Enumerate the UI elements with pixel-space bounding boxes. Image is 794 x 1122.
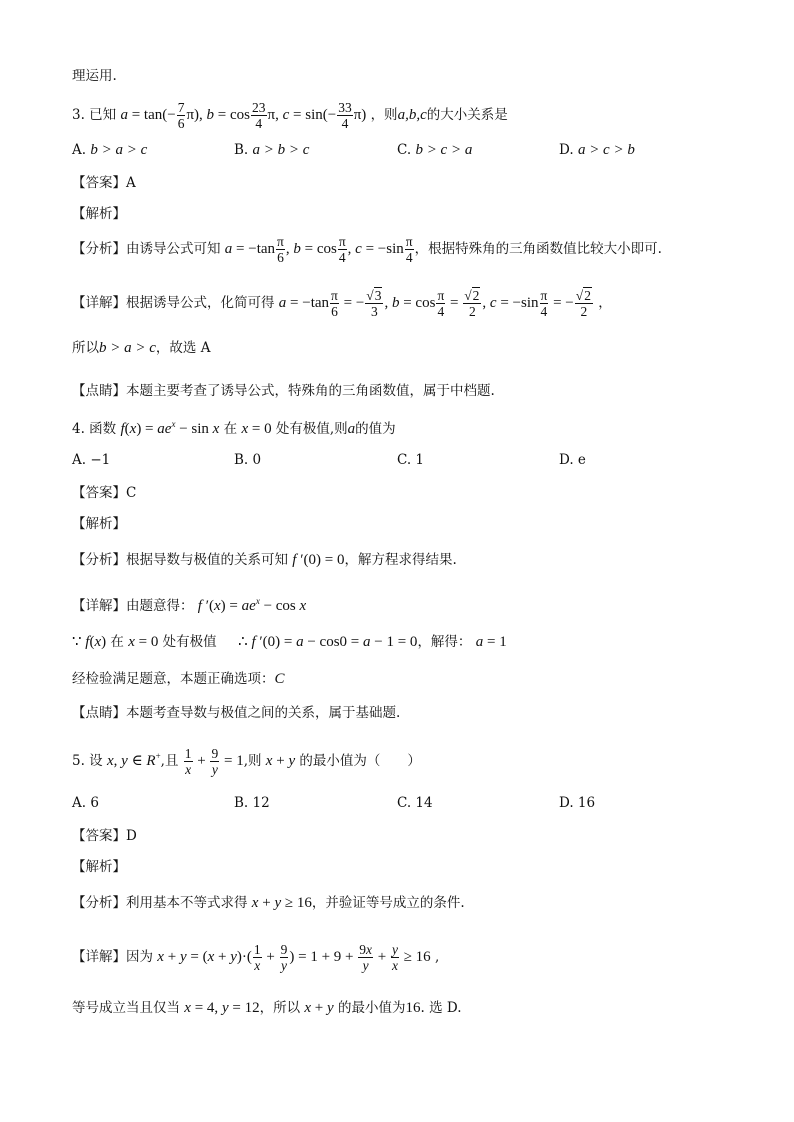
q3-option-d: D. a > c > b: [559, 142, 635, 158]
q5-option-a: A. 6: [72, 795, 99, 811]
q4-xiangjie: 【详解】由题意得： f $'(x) = ae^x - \cos x$: [72, 596, 307, 614]
q5-answer: 【答案】D: [72, 828, 137, 844]
q4-stem: 4. 函数 $f(x) = ae^x - \sin x$ 在 x = 0 处有极值,则a的值为: [72, 419, 396, 437]
q5-option-b: B. 12: [234, 795, 270, 811]
q5-option-d: D. 16: [559, 795, 596, 811]
q5-stem: 5. 设 x, y ∈ R+,且 $\frac{1}{x}$ + $\frac{9}{y}$ = 1,则 x + y 的最小值为（ ）: [72, 746, 421, 778]
q3-analysis-label: 【解析】: [72, 206, 126, 222]
q3-fenxi: 【分析】由诱导公式可知 a = −tan $\frac{\pi}{6}$ , b = cos $\frac{\pi}{4}$ , c = −sin $\frac{\pi}{4}$ ，根据特殊角的三角函数值比较大小即可.: [72, 234, 662, 265]
q3-option-a: A. b > a > c: [72, 142, 148, 158]
q3-xiangjie: 【详解】根据诱导公式，化简可得 a = −tan $\frac{\pi}{6}$ = − $\frac{√3}{3}$ , b = cos $\frac{\pi}{4}$ = $\frac{√2}{2}$ , c = −sin $\frac{\pi}{4}$ = − $\frac{√2}{2}$ ，: [72, 288, 612, 319]
q4-dianjing: 【点睛】本题考查导数与极值之间的关系，属于基础题.: [72, 705, 401, 721]
q5-xiangjie: 【详解】因为 x + y = (x + y)·( $\frac{1}{x}$ + $\frac{9}{y}$ ) = 1 + 9 + $\frac{9x}{y}$ + $\frac{y}{x}$ ≥ 16 ,: [72, 942, 440, 973]
q3-stem: 3. 已知 a = tan(− $\frac{7}{6}$ π), b = cos $\frac{23}{4}$ π, c = sin(− $\frac{33}{4}$ π) ，则a,b,c的大小关系是: [72, 100, 508, 131]
q4-option-a: A. −1: [72, 452, 111, 468]
q3-conclusion: 所以b > a > c，故选 A: [72, 340, 211, 356]
q4-answer: 【答案】C: [72, 485, 137, 501]
q3-option-b: B. a > b > c: [234, 142, 310, 158]
prev-tail-text: 理运用.: [72, 68, 117, 84]
q4-fenxi: 【分析】根据导数与极值的关系可知 f ′(0) = 0，解方程求得结果.: [72, 552, 457, 568]
q4-check: 经检验满足题意，本题正确选项：C: [72, 671, 285, 687]
q4-because: ∵ f(x) 在 x = 0 处有极值 ∴ f ′(0) = a − cos0 = a − 1 = 0，解得： a = 1: [72, 634, 507, 650]
q3-answer: 【答案】A: [72, 175, 136, 191]
q3-dianjing: 【点睛】本题主要考查了诱导公式，特殊角的三角函数值，属于中档题.: [72, 383, 495, 399]
q5-fenxi: 【分析】利用基本不等式求得 x + y ≥ 16，并验证等号成立的条件.: [72, 895, 465, 911]
q5-equality: 等号成立当且仅当 x = 4, y = 12，所以 x + y 的最小值为16. 选 D.: [72, 1000, 462, 1016]
q4-option-b: B. 0: [234, 452, 262, 468]
q4-option-c: C. 1: [397, 452, 425, 468]
q4-option-d: D. e: [559, 452, 586, 468]
q3-option-c: C. b > c > a: [397, 142, 473, 158]
q4-analysis-label: 【解析】: [72, 516, 126, 532]
q5-analysis-label: 【解析】: [72, 859, 126, 875]
q5-option-c: C. 14: [397, 795, 433, 811]
